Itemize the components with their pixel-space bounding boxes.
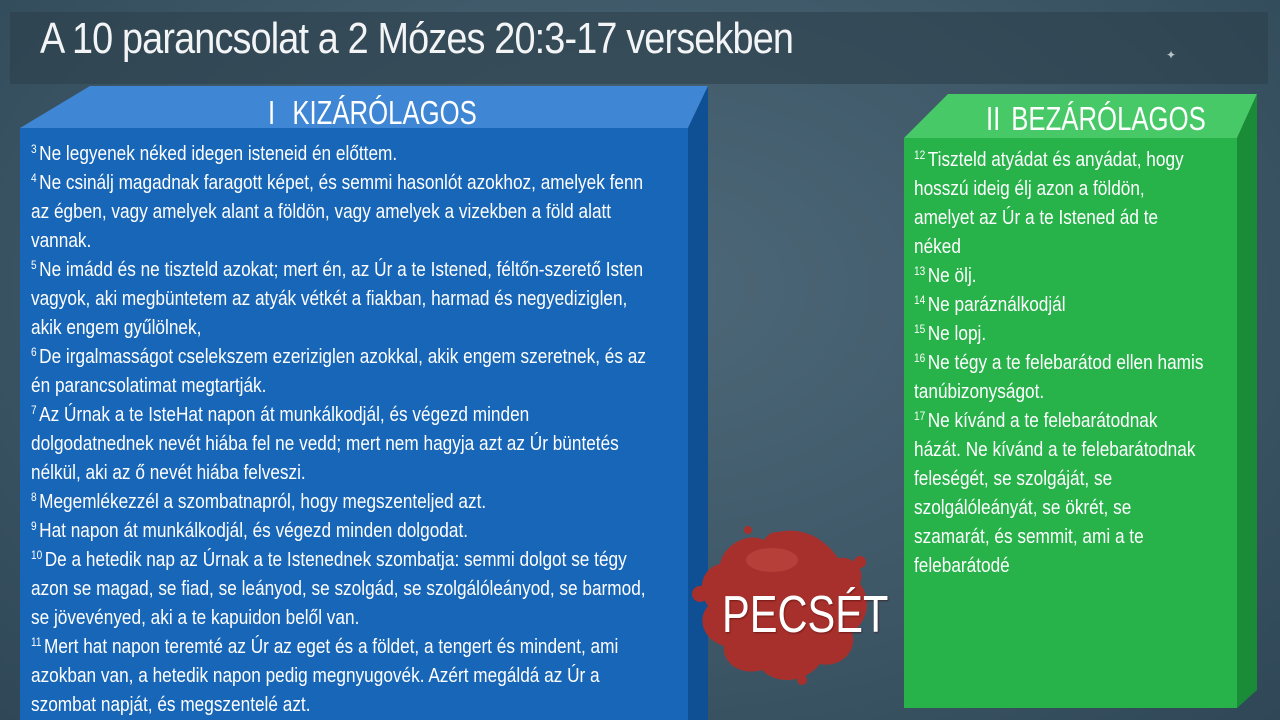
verse-15: $^{15}$ Ne lopj. xyxy=(914,322,987,345)
right-box-side-face xyxy=(1237,94,1257,708)
right-box-heading xyxy=(986,100,1206,138)
verse-16: $^{16}$ Ne tégy a te felebarátod ellen hamis tanúbizonyságot. xyxy=(914,351,1204,403)
verse-13: $^{13}$ Ne ölj. xyxy=(914,264,977,287)
left-box-heading xyxy=(268,94,477,132)
seal-label: PECSÉT xyxy=(722,586,889,644)
verse-4: $^4$ Ne csinálj magadnak faragott képet, és semmi hasonlót azokhoz, amelyek fenn az égben, vagy amelyek alant a földön, vagy amelyek a vizekben a föld alatt vannak. xyxy=(31,171,644,252)
left-box-number: I xyxy=(268,94,276,131)
verse-14: $^{14}$ Ne paráználkodjál xyxy=(914,293,1066,316)
right-box-title: BEZÁRÓLAGOS xyxy=(1011,100,1206,137)
verse-12: $^{12}$ Tiszteld atyádat és anyádat, hogy hosszú ideig élj azon a földön, amelyet az Úr a te Istened ád te néked xyxy=(914,148,1184,258)
left-box-title: KIZÁRÓLAGOS xyxy=(292,94,477,131)
left-box-verses xyxy=(31,139,653,719)
slide-title: A 10 parancsolat a 2 Mózes 20:3-17 versekben xyxy=(40,14,794,63)
verse-3: $^3$ Ne legyenek néked idegen isteneid én előttem. xyxy=(31,142,398,165)
verse-17: $^{17}$ Ne kívánd a te felebarátodnak házát. Ne kívánd a te felebarátodnak feleségét, se szolgáját, se szolgálóleányát, se ökrét, se szamarát, és semmit, ami a te felebarátodé xyxy=(914,409,1196,577)
right-box-number: II xyxy=(986,100,1001,137)
verse-11: $^{11}$ Mert hat napon teremté az Úr az eget és a földet, a tengert és mindent, ami azokban van, a hetedik napon pedig megnyugovék. Azért megáldá az Úr a szombat napját, és megszentelé azt. xyxy=(31,635,619,716)
right-box-verses xyxy=(914,145,1204,580)
verse-6: $^6$ De irgalmasságot cselekszem ezeriziglen azokkal, akik engem szeretnek, és az én parancsolatimat megtartják. xyxy=(31,345,646,397)
verse-10: $^{10}$ De a hetedik nap az Úrnak a te Istenednek szombatja: semmi dolgot se tégy azon se magad, se fiad, se leányod, se szolgád, se szolgálóleányod, se barmod, se jövevényed, aki a te kapuidon belől van. xyxy=(31,548,646,629)
verse-8: $^8$ Megemlékezzél a szombatnapról, hogy megszenteljed azt. xyxy=(31,490,487,513)
verse-7: $^7$ Az Úrnak a te IsteHat napon át munkálkodjál, és végezd minden dolgodatnednek nevét hiába fel ne vedd; mert nem hagyja azt az Úr büntetés nélkül, aki az ő nevét hiába felveszi. xyxy=(31,403,619,484)
star-icon: ✦ xyxy=(1166,48,1177,62)
verse-9: $^9$ Hat napon át munkálkodjál, és végezd minden dolgodat. xyxy=(31,519,469,542)
verse-5: $^5$ Ne imádd és ne tiszteld azokat; mert én, az Úr a te Istened, féltőn-szerető Isten vagyok, aki megbüntetem az atyák vétkét a fiakban, harmad és negyediziglen, akik engem gyűlölnek, xyxy=(31,258,644,339)
